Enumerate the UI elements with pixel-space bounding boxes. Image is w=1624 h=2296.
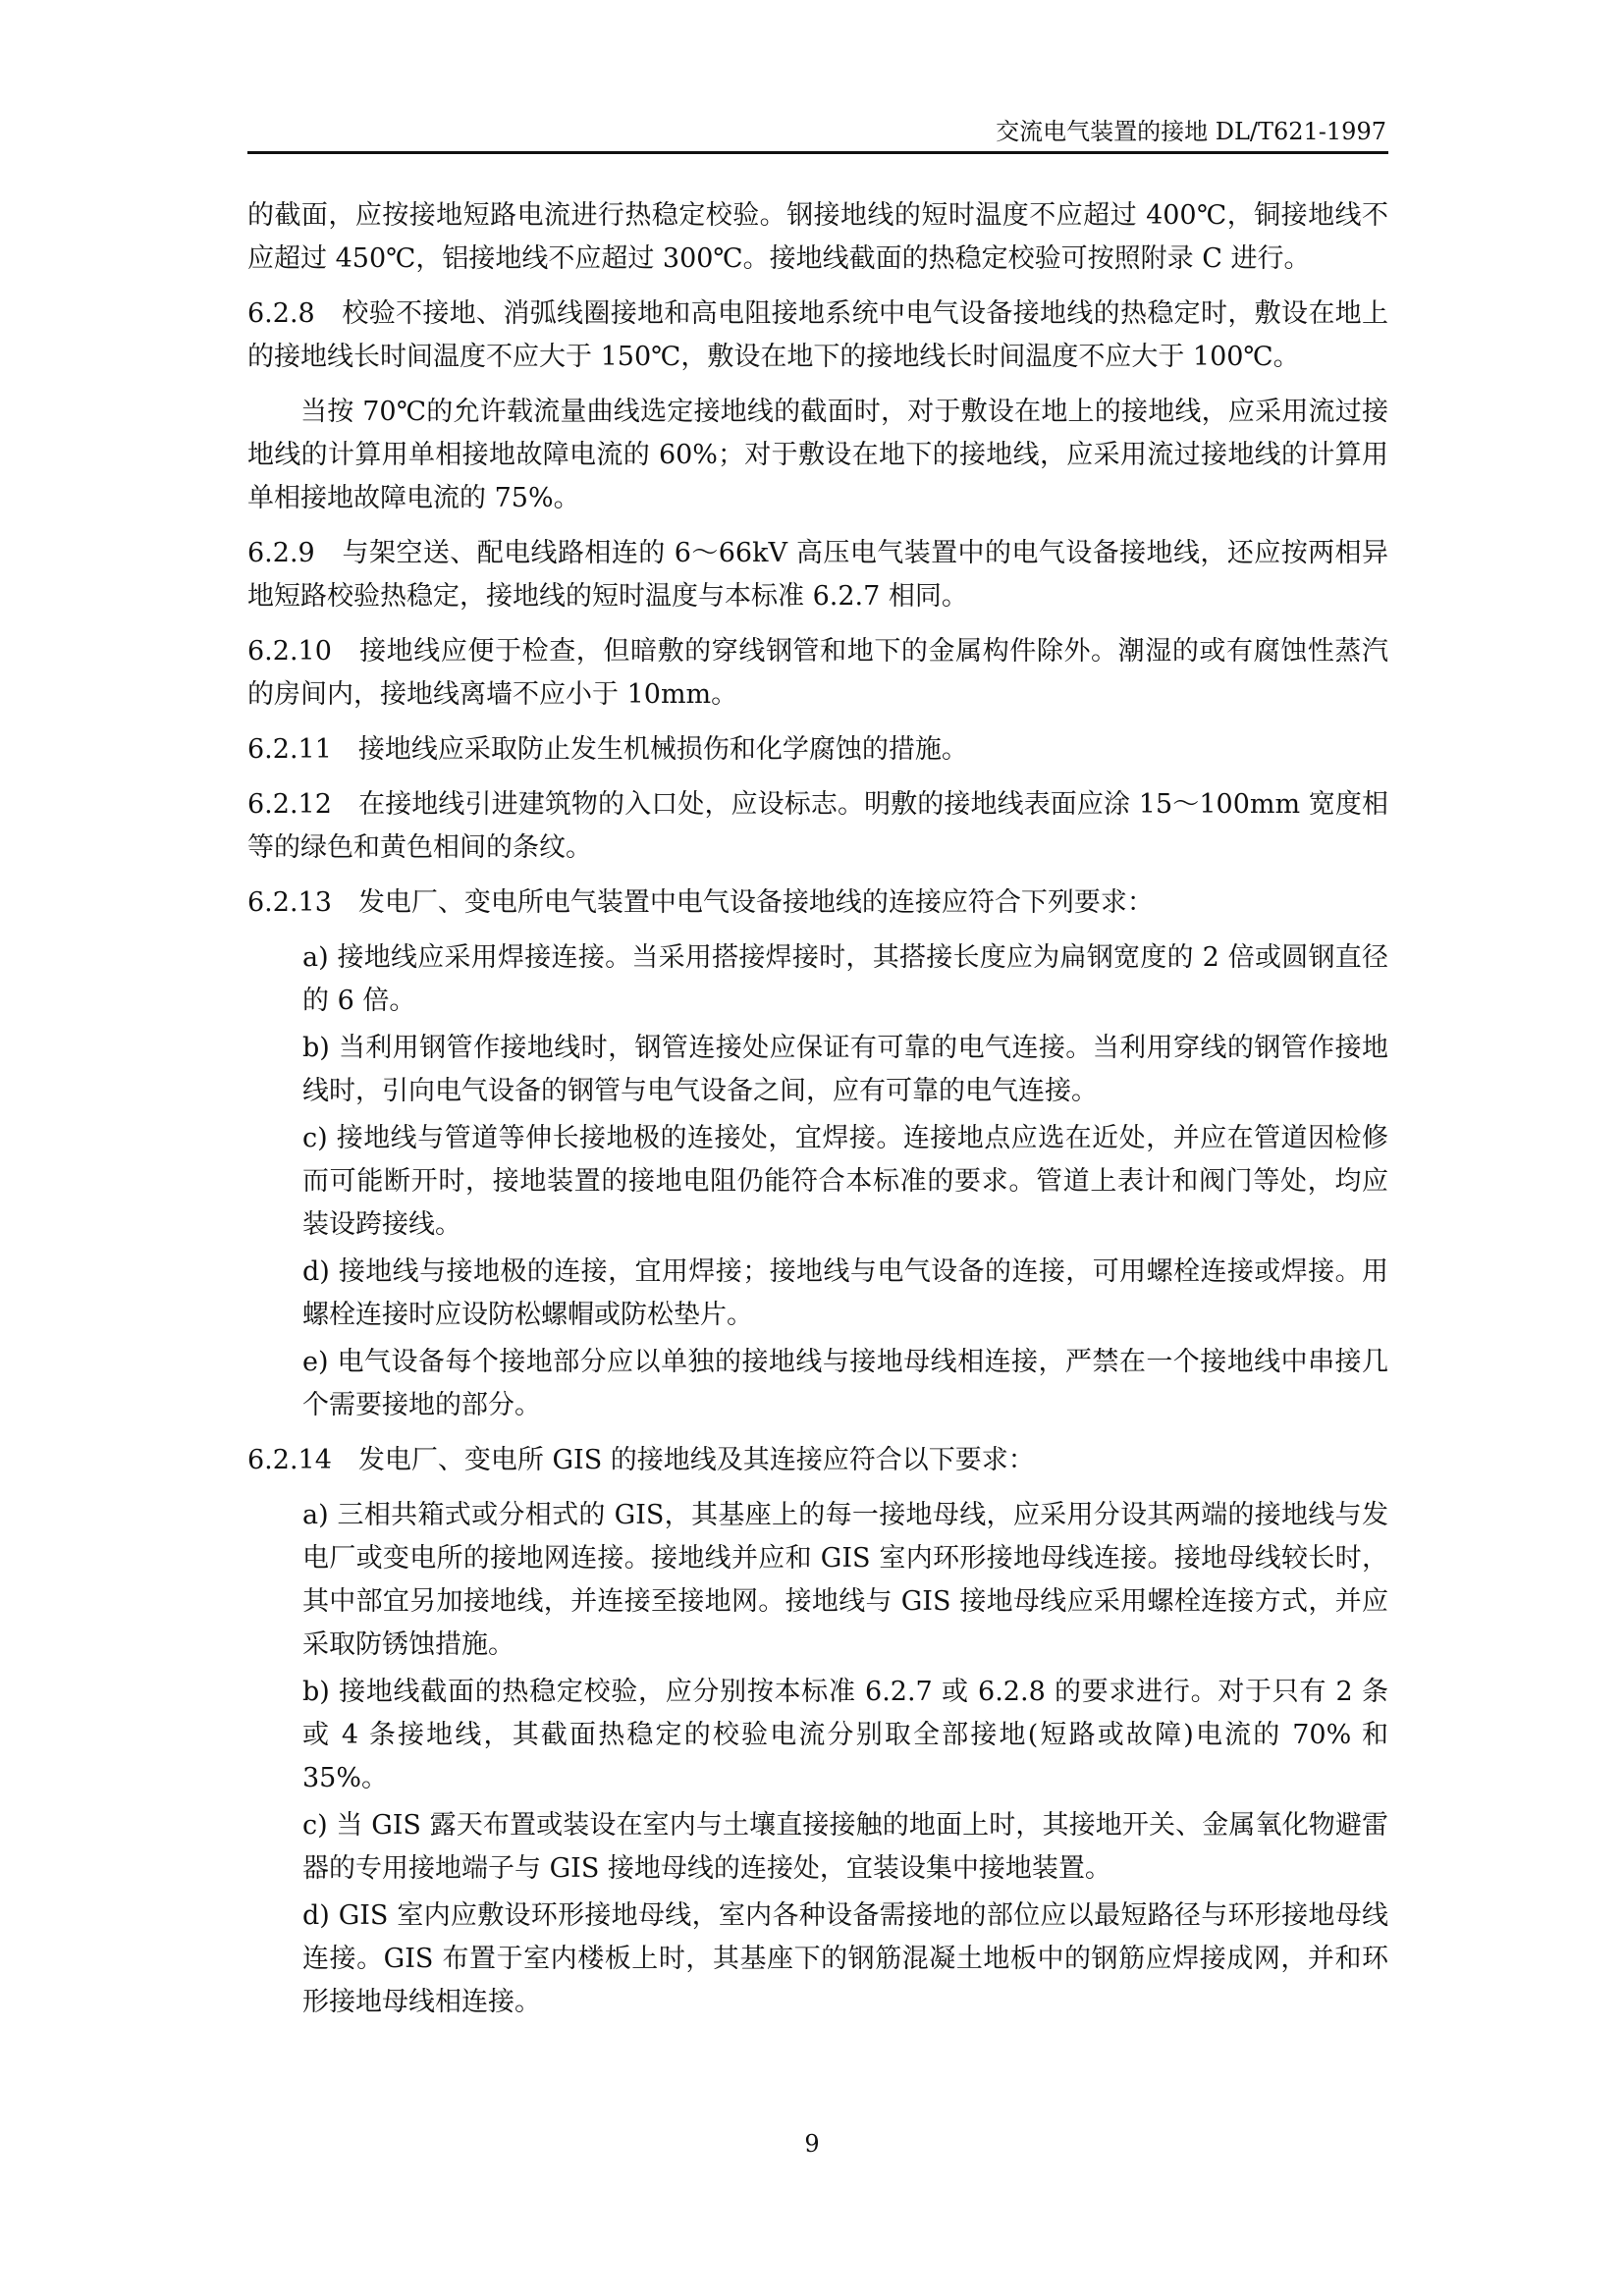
list-item: d) 接地线与接地极的连接，宜用焊接；接地线与电气设备的连接，可用螺栓连接或焊接。用螺栓连接时应设防松螺帽或防松垫片。 [302, 1256, 1388, 1330]
list-item: b) 接地线截面的热稳定校验，应分别按本标准 6.2.7 或 6.2.8 的要求进行。对于只有 2 条或 4 条接地线，其截面热稳定的校验电流分别取全部接地(短路或故障)电流的 70% 和 35%。 [302, 1677, 1388, 1793]
list-item: a) 接地线应采用焊接连接。当采用搭接焊接时，其搭接长度应为扁钢宽度的 2 倍或圆钢直径的 6 倍。 [302, 942, 1388, 1016]
list-item: c) 接地线与管道等伸长接地极的连接处，宜焊接。连接地点应选在近处，并应在管道因检修而可能断开时，接地装置的接地电阻仍能符合本标准的要求。管道上表计和阀门等处，均应装设跨接线。 [302, 1123, 1388, 1240]
list-item: e) 电气设备每个接地部分应以单独的接地线与接地母线相连接，严禁在一个接地线中串接几个需要接地的部分。 [302, 1347, 1388, 1420]
clause-6-2-10: 6.2.10 接地线应便于检查，但暗敷的穿线钢管和地下的金属构件除外。潮湿的或有腐蚀性蒸汽的房间内，接地线离墙不应小于 10mm。 [247, 636, 1388, 710]
clause-6-2-8-continuation: 当按 70℃的允许载流量曲线选定接地线的截面时，对于敷设在地上的接地线，应采用流过接地线的计算用单相接地故障电流的 60%；对于敷设在地下的接地线，应采用流过接地线的计算用单相接地故障电流的 75%。 [247, 397, 1388, 513]
header-title: 交流电气装置的接地 DL/T621-1997 [996, 118, 1386, 145]
page-number: 9 [804, 2130, 820, 2158]
clause-6-2-13-list [247, 936, 1388, 1427]
list-item: d) GIS 室内应敷设环形接地母线，室内各种设备需接地的部位应以最短路径与环形接地母线连接。GIS 布置于室内楼板上时，其基座下的钢筋混凝土地板中的钢筋应焊接成网，并和环形接地母线相连接。 [302, 1900, 1388, 2017]
document-body [247, 194, 1388, 2036]
clause-6-2-14: 6.2.14 发电厂、变电所 GIS 的接地线及其连接应符合以下要求： [247, 1445, 1035, 1475]
clause-6-2-13: 6.2.13 发电厂、变电所电气装置中电气设备接地线的连接应符合下列要求： [247, 887, 1154, 918]
clause-6-2-11: 6.2.11 接地线应采取防止发生机械损伤和化学腐蚀的措施。 [247, 734, 968, 765]
clause-6-2-14-list [247, 1494, 1388, 2024]
list-item: c) 当 GIS 露天布置或装设在室内与土壤直接接触的地面上时，其接地开关、金属氧化物避雷器的专用接地端子与 GIS 接地母线的连接处，宜装设集中接地装置。 [302, 1810, 1388, 1884]
page-header [247, 114, 1388, 154]
list-item: a) 三相共箱式或分相式的 GIS，其基座上的每一接地母线，应采用分设其两端的接地线与发电厂或变电所的接地网连接。接地线并应和 GIS 室内环形接地母线连接。接地母线较长时，其中部宜另加接地线，并连接至接地网。接地线与 GIS 接地母线应采用螺栓连接方式，并应采取防锈蚀措施。 [302, 1500, 1388, 1660]
list-item: b) 当利用钢管作接地线时，钢管连接处应保证有可靠的电气连接。当利用穿线的钢管作接地线时，引向电气设备的钢管与电气设备之间，应有可靠的电气连接。 [302, 1033, 1388, 1106]
paragraph-continuation: 的截面，应按接地短路电流进行热稳定校验。钢接地线的短时温度不应超过 400℃，铜接地线不应超过 450℃，铝接地线不应超过 300℃。接地线截面的热稳定校验可按照附录 C 进行。 [247, 200, 1388, 274]
clause-6-2-8: 6.2.8 校验不接地、消弧线圈接地和高电阻接地系统中电气设备接地线的热稳定时，敷设在地上的接地线长时间温度不应大于 150℃，敷设在地下的接地线长时间温度不应大于 100℃。 [247, 298, 1388, 372]
clause-6-2-9: 6.2.9 与架空送、配电线路相连的 6～66kV 高压电气装置中的电气设备接地线，还应按两相异地短路校验热稳定，接地线的短时温度与本标准 6.2.7 相同。 [247, 538, 1388, 612]
clause-6-2-12: 6.2.12 在接地线引进建筑物的入口处，应设标志。明敷的接地线表面应涂 15～100mm 宽度相等的绿色和黄色相间的条纹。 [247, 789, 1388, 863]
